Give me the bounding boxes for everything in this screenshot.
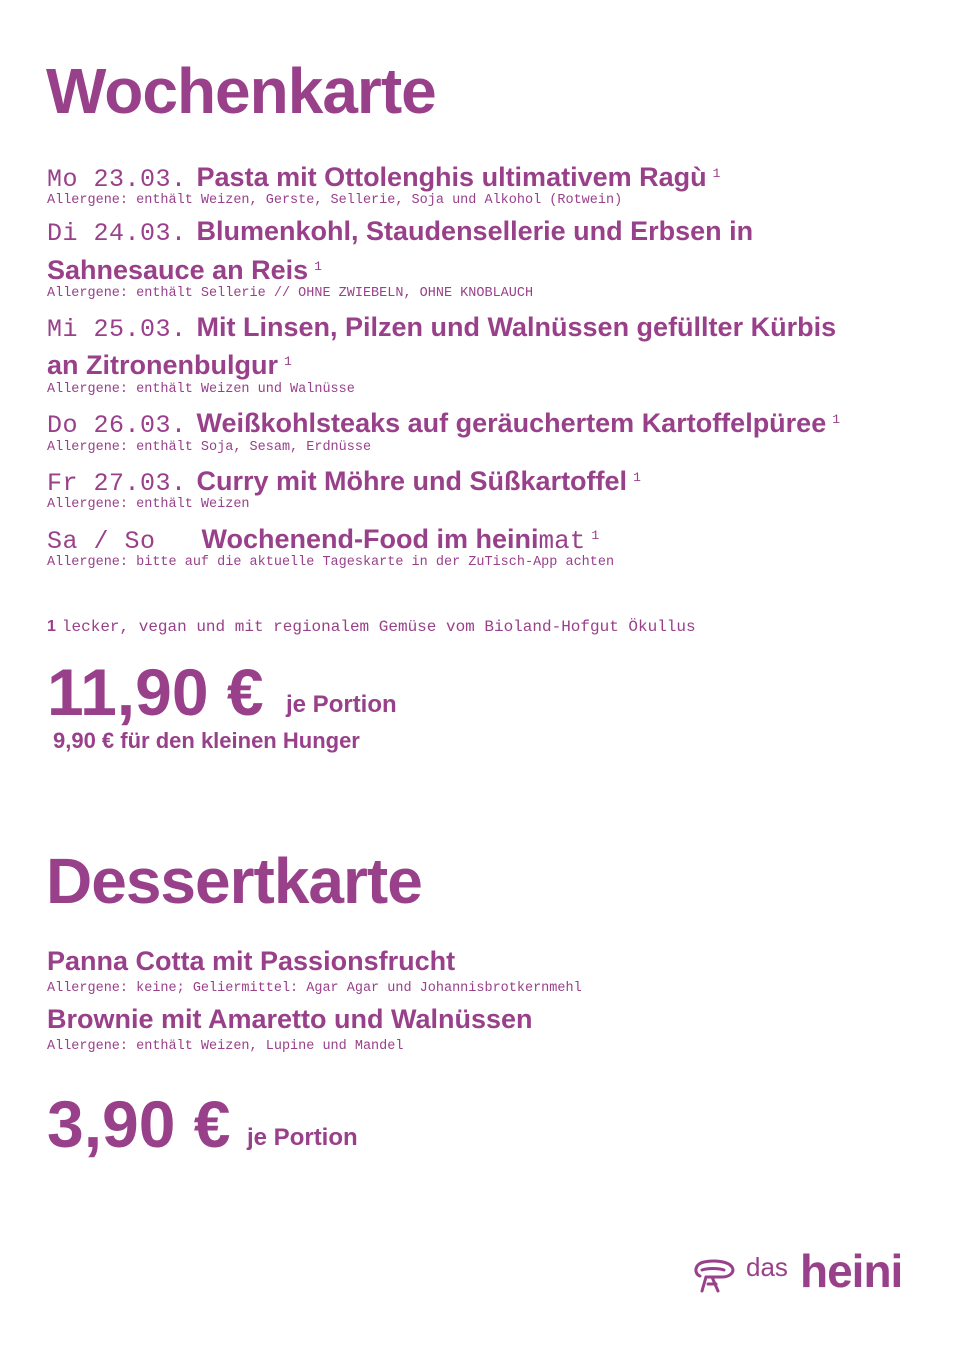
- dessert-price: 3,90 €: [47, 1087, 231, 1161]
- weekly-price: 11,90 €: [47, 655, 264, 729]
- menu-item-tuesday: [47, 213, 907, 252]
- day-label: Mo 23.03.: [47, 165, 187, 194]
- dish-name: Pasta mit Ottolenghis ultimativem Ragù: [196, 162, 707, 192]
- dish-name: Weißkohlsteaks auf geräuchertem Kartoffelpüree: [196, 408, 827, 438]
- logo-name: heini: [800, 1245, 903, 1297]
- footnote-mark: 1: [633, 470, 641, 485]
- footnote-number: 1: [47, 618, 56, 635]
- allergen-note: Allergene: enthält Weizen, Lupine und Mandel: [47, 1039, 404, 1054]
- footnote-mark: 1: [314, 259, 322, 274]
- allergen-note: Allergene: enthält Weizen und Walnüsse: [47, 382, 355, 397]
- logo-prefix: das: [746, 1252, 788, 1282]
- dessert-title: Dessertkarte: [46, 845, 422, 917]
- dish-name: Curry mit Möhre und Süßkartoffel: [196, 466, 628, 496]
- allergen-note: Allergene: keine; Geliermittel: Agar Agar und Johannisbrotkernmehl: [47, 981, 582, 996]
- day-label: Fr 27.03.: [47, 469, 187, 498]
- dish-name-cont: Sahnesauce an Reis: [47, 255, 309, 285]
- dish-name-cont: an Zitronenbulgur: [47, 350, 278, 380]
- chair-icon: [692, 1256, 736, 1294]
- dessert-price-unit: je Portion: [247, 1124, 358, 1151]
- dish-name: Wochenend-Food im heini: [201, 524, 539, 554]
- dish-name: Mit Linsen, Pilzen und Walnüssen gefüllter Kürbis: [196, 312, 837, 342]
- menu-item-monday: [47, 156, 907, 198]
- footnote: [47, 618, 696, 636]
- day-label: Do 26.03.: [47, 411, 187, 440]
- footnote-mark: 1: [832, 412, 841, 427]
- small-portion-price: 9,90 € für den kleinen Hunger: [53, 728, 360, 753]
- dish-name: Blumenkohl, Staudensellerie und Erbsen in: [196, 216, 754, 246]
- menu-item-wednesday-cont: [47, 344, 907, 383]
- dish-name-suffix: mat: [538, 526, 586, 556]
- menu-item-wednesday: [47, 309, 907, 348]
- weekly-title: Wochenkarte: [46, 55, 436, 127]
- footnote-mark: 1: [712, 166, 721, 181]
- weekly-price-unit: je Portion: [286, 691, 397, 718]
- menu-item-tuesday-cont: [47, 249, 907, 288]
- day-label: Di 24.03.: [47, 219, 187, 248]
- dessert-item: Panna Cotta mit Passionsfrucht: [47, 946, 456, 976]
- allergen-note: Allergene: enthält Weizen: [47, 497, 250, 512]
- day-label: Sa / So: [47, 527, 156, 556]
- footnote-mark: 1: [283, 354, 292, 369]
- allergen-note: Allergene: enthält Sellerie // OHNE ZWIEBELN, OHNE KNOBLAUCH: [47, 286, 534, 301]
- footnote-mark: 1: [591, 528, 600, 543]
- allergen-note: Allergene: bitte auf die aktuelle Tageskarte in der ZuTisch-App achten: [47, 555, 615, 570]
- menu-item-weekend: [47, 518, 907, 560]
- menu-item-friday: [47, 460, 907, 502]
- allergen-note: Allergene: enthält Weizen, Gerste, Sellerie, Soja und Alkohol (Rotwein): [47, 193, 623, 208]
- allergen-note: Allergene: enthält Soja, Sesam, Erdnüsse: [47, 440, 372, 455]
- brand-logo: [692, 1245, 907, 1298]
- menu-item-thursday: [47, 402, 907, 444]
- day-label: Mi 25.03.: [47, 315, 187, 344]
- dessert-item: Brownie mit Amaretto und Walnüssen: [47, 1004, 533, 1034]
- footnote-text: lecker, vegan und mit regionalem Gemüse vom Bioland-Hofgut Ökullus: [61, 618, 696, 636]
